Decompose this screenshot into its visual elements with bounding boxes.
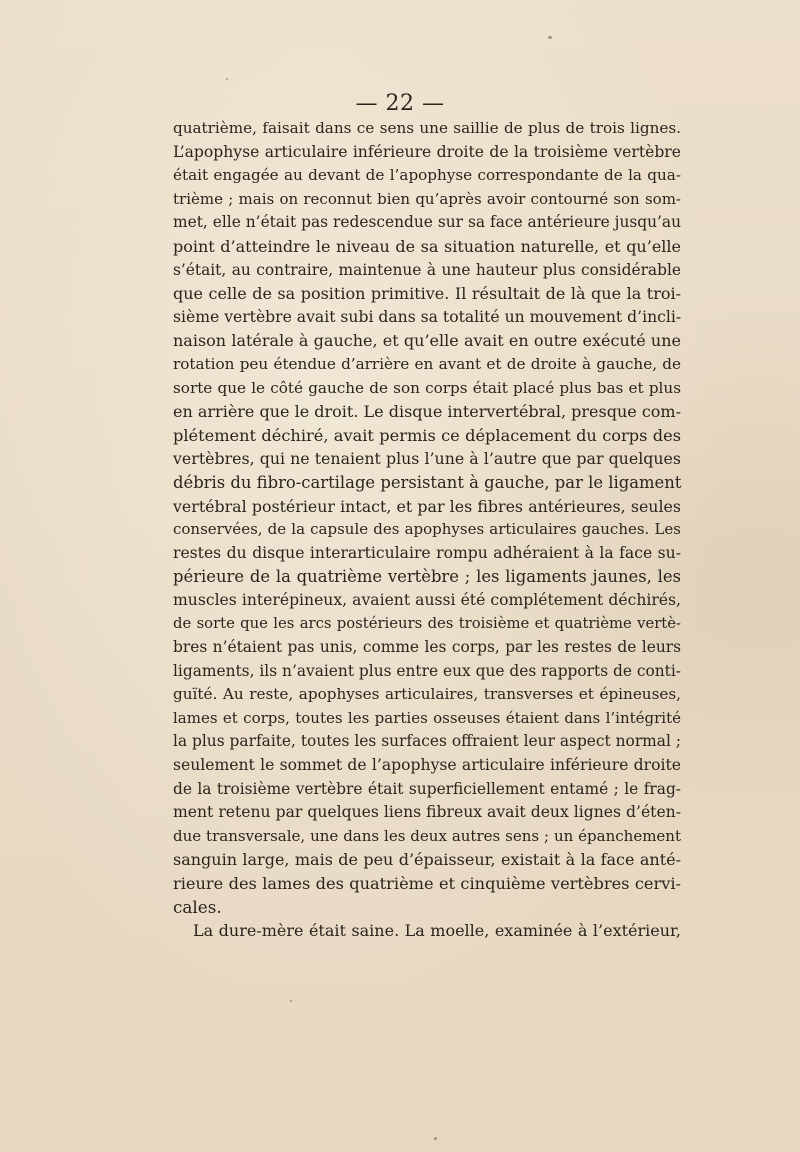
text-line: s’était, au contraire, maintenue à une hauteur plus considérable (173, 260, 681, 279)
text-line: seulement le sommet de l’apophyse articulaire inférieure droite (173, 756, 681, 775)
text-line: muscles interépineux, avaient aussi été complétement déchirés, (173, 590, 681, 609)
paper-speck (290, 1000, 292, 1002)
text-line: vertébral postérieur intact, et par les fibres antérieures, seules (173, 496, 681, 516)
text-line: de la troisième vertèbre était superficiellement entamé ; le frag- (173, 779, 681, 798)
text-line: L’apophyse articulaire inférieure droite de la troisième vertèbre (173, 142, 681, 161)
text-line: due transversale, une dans les deux autres sens ; un épanchement (173, 826, 681, 845)
text-line: sanguin large, mais de peu d’épaisseur, existait à la face anté- (173, 850, 681, 870)
text-line: sième vertèbre avait subi dans sa totalité un mouvement d’incli- (173, 307, 682, 326)
paper-speck (226, 78, 228, 80)
text-line: en arrière que le droit. Le disque intervertébral, presque com- (173, 402, 681, 422)
text-line: bres n’étaient pas unis, comme les corps, par les restes de leurs (173, 638, 681, 657)
text-line: sorte que le côté gauche de son corps était placé plus bas et plus (173, 378, 681, 397)
text-line: plétement déchiré, avait permis ce déplacement du corps des (173, 425, 681, 445)
text-line: point d’atteindre le niveau de sa situation naturelle, et qu’elle (173, 236, 681, 256)
text-line: rotation peu étendue d’arrière en avant et de droite à gauche, de (173, 354, 681, 373)
text-line: vertèbres, qui ne tenaient plus l’une à l’autre que par quelques (173, 449, 681, 469)
text-line: ment retenu par quelques liens fibreux avait deux lignes d’éten- (173, 803, 681, 822)
text-line: quatrième, faisait dans ce sens une saillie de plus de trois lignes. (173, 119, 681, 137)
text-line: naison latérale à gauche, et qu’elle avait en outre exécuté une (173, 331, 681, 351)
text-line: conservées, de la capsule des apophyses articulaires gauches. Les (173, 520, 681, 539)
text-line: était engagée au devant de l’apophyse correspondante de la qua- (173, 166, 681, 185)
text-line: La dure-mère était saine. La moelle, examinée à l’extérieur, (193, 921, 681, 941)
text-line: cales. (173, 896, 222, 917)
text-line: que celle de sa position primitive. Il résultait de là que la troi- (173, 284, 681, 304)
text-line: périeure de la quatrième vertèbre ; les ligaments jaunes, les (173, 567, 681, 587)
text-line: restes du disque interarticulaire rompu adhéraient à la face su- (173, 543, 681, 562)
body-text (173, 117, 681, 943)
text-line: de sorte que les arcs postérieurs des troisième et quatrième vertè- (173, 615, 681, 633)
text-line: la plus parfaite, toutes les surfaces offraient leur aspect normal ; (173, 732, 681, 751)
text-line: met, elle n’était pas redescendue sur sa face antérieure jusqu’au (173, 213, 681, 232)
text-line: guïté. Au reste, apophyses articulaires, transverses et épineuses, (173, 685, 681, 704)
paper-speck (434, 1137, 437, 1140)
paper-speck (548, 36, 552, 39)
text-line: trième ; mais on reconnut bien qu’après avoir contourné son som- (173, 189, 681, 208)
text-line: rieure des lames des quatrième et cinquième vertèbres cervi- (173, 874, 681, 893)
text-line: ligaments, ils n’avaient plus entre eux que des rapports de conti- (173, 661, 681, 680)
page-number: — 22 — (355, 91, 445, 116)
text-line: lames et corps, toutes les parties osseuses étaient dans l’intégrité (173, 708, 681, 727)
text-line: débris du fibro-cartilage persistant à gauche, par le ligament (173, 472, 682, 492)
